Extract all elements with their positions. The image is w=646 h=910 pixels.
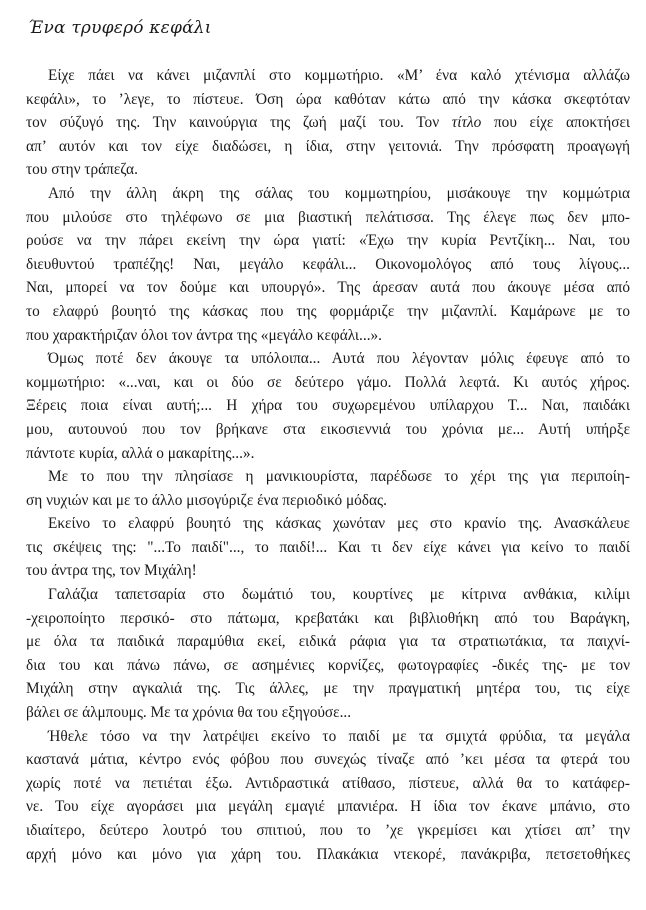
text-line: Με το που την πλησίασε η μανικιουρίστα, παρέδωσε το χέρι της για περιποίη- (48, 468, 630, 486)
paragraph (26, 465, 630, 512)
text-line: Γαλάζια ταπετσαρία στο δωμάτιό του, κουρτίνες με κίτρινα ανθάκια, κιλίμι (48, 586, 630, 604)
text-line: με όλα τα παιδικά παραμύθια εκεί, ειδικά ράφια για τα στρατιωτάκια, τα παιχνί- (26, 633, 630, 651)
text-line: -χειροποίητο περσικό- στο πάτωμα, κρεβατάκι και βιβλιοθήκη από του Βαράγκη, (26, 609, 630, 627)
text-line: κεφάλι», το ’λεγε, το πίστευε. Όση ώρα καθόταν κάτω από την κάσκα σκεφτόταν (26, 90, 630, 108)
text-line: του άντρα της, τον Μιχάλη! (26, 562, 197, 580)
text-line: Ήθελε τόσο να την λατρέψει εκείνο το παιδί με τα σμιχτά φρύδια, τα μεγάλα (48, 727, 630, 745)
text-line: τον σύζυγό της. Την καινούργια της ζωή μαζί του. Τον τίτλο που είχε αποκτήσει (26, 114, 630, 132)
text-line: ρούσε να την πάρει εκείνη την ώρα γιατί: «Έχω την κυρία Ρεντζίκη... Ναι, του (26, 232, 630, 250)
text-line: που χαρακτήριζαν όλοι τον άντρα της «μεγάλο κεφάλι...». (26, 326, 382, 344)
paragraph (26, 583, 630, 725)
text-line: Εκείνο το ελαφρύ βουητό της κάσκας χωνόταν μες στο κρανίο της. Ανασκάλευε (48, 515, 630, 533)
text-line: δια του και πάνω πάνω, σε ασημένιες κορνίζες, φωτογραφίες -δικές της- με τον (26, 656, 630, 674)
text-line: Ναι, μπορεί να τον δούμε και υπουργό». Της άρεσαν αυτά που άκουγε μέσα από (26, 279, 630, 297)
text-line: Είχε πάει να κάνει μιζανπλί στο κομμωτήριο. «Μ’ ένα καλό χτένισμα αλλάζω (48, 67, 630, 84)
text-line: χωρίς ποτέ να πετιέται έξω. Αντιδραστικά ατίθασο, πίστευε, αλλά θα το κατάφερ- (26, 774, 630, 792)
paragraph (26, 347, 630, 465)
text-line: βάλει σε άλμπουμς. Με τα χρόνια θα του εξηγούσε... (26, 704, 352, 722)
chapter-title: Ένα τρυφερό κεφάλι (28, 18, 212, 38)
text-line: ιδιαίτερο, δεύτερο λουτρό του σπιτιού, που το ’χε γκρεμίσει και χτίσει απ’ την (26, 822, 630, 839)
text-line: το ελαφρύ βουητό της κάσκας που της φορμάριζε την μιζανπλί. Καμάρωνε με το (26, 302, 630, 320)
text-line: του στην τράπεζα. (26, 161, 138, 179)
paragraph (26, 64, 630, 182)
text-line: απ’ αυτόν και τον είχε διαδώσει, η ίδια, στην γειτονιά. Την πρόσφατη προαγωγή (26, 137, 630, 155)
text-line: πάντοτε κυρία, αλλά ο μακαρίτης...». (26, 444, 255, 462)
paragraph (26, 182, 630, 347)
text-line: Μιχάλη στην αγκαλιά της. Τις άλλες, με την πραγματική μητέρα του, τις είχε (26, 680, 630, 698)
text-line: κομμωτήριο: «...ναι, και οι δύο σε δεύτερο γάμο. Πολλά λεφτά. Κι αυτός χήρος. (26, 373, 630, 391)
text-line: Όμως ποτέ δεν άκουγε τα υπόλοιπα... Αυτά που λέγονταν μόλις έφευγε από το (48, 350, 630, 368)
text-line: Ξέρεις ποια είναι αυτή;... Η χήρα του συχωρεμένου υπίλαρχου Τ... Ναι, παιδάκι (26, 397, 630, 415)
text-line: ση νυχιών και με το άλλο μισογύριζε ένα περιοδικό μόδας. (26, 491, 387, 509)
text-line: μου, αυτουνού που τον βρήκανε στα εικοσιεννιά του χρόνια με... Αυτή υπήρξε (26, 420, 630, 438)
body-text (26, 64, 630, 866)
emphasis: τίτλο (451, 114, 482, 132)
text-line: Από την άλλη άκρη της σάλας του κομμωτηρίου, μισάκουγε την κομμώτρια (48, 184, 630, 202)
text-line: διευθυντού τραπέζης! Ναι, μεγάλο κεφάλι... Οικονομολόγος από τους λίγους... (26, 255, 630, 273)
text-line: νε. Του είχε αγοράσει μια μεγάλη εμαγιέ μπανιέρα. Η ίδια τον έκανε μπάνιο, στο (26, 798, 630, 816)
text-line: καστανά μάτια, κέντρο ενός φόβου που συνεχώς τίναζε από ’κει μέσα τα φτερά του (26, 751, 630, 769)
text-line: αρχή μόνο και μόνο για χάρη του. Πλακάκια ντεκορέ, πανάκριβα, πετσετοθήκες (26, 845, 630, 863)
text-line: τις σκέψεις της: "...Το παιδί"..., το παιδί!... Και τι δεν είχε κάνει για κείνο το παιδί (26, 538, 630, 556)
paragraph (26, 725, 630, 867)
paragraph (26, 512, 630, 583)
text-line: που μιλούσε στο τηλέφωνο σε μια βιαστική πελάτισσα. Της έλεγε πως δεν μπο- (26, 208, 630, 226)
